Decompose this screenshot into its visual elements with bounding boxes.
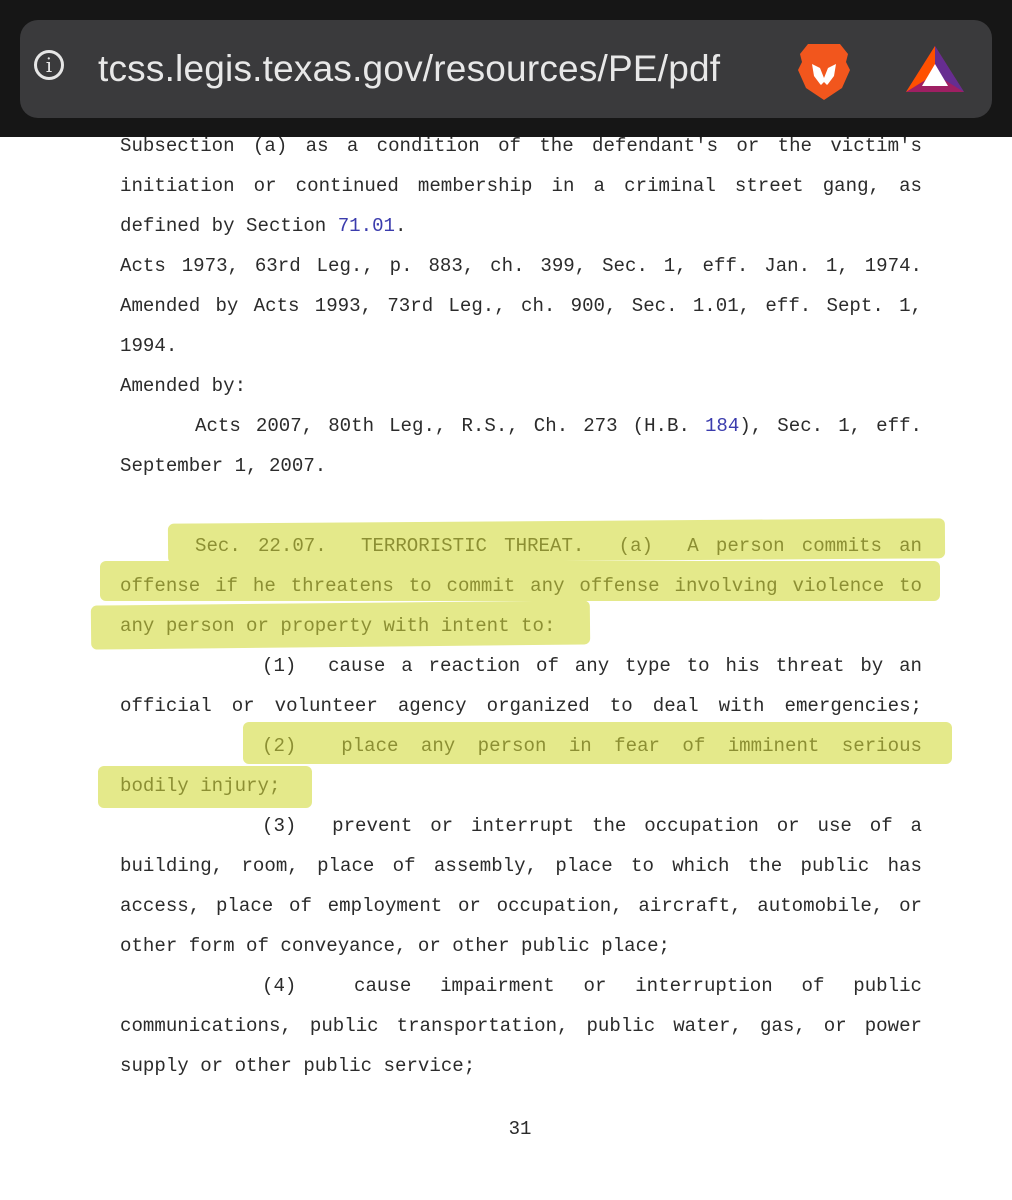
section-71-01-link[interactable]: 71.01 [337, 215, 396, 237]
info-icon[interactable]: i [34, 50, 64, 80]
item-3-line: access, place of employment or occupation, aircraft, automobile, or [120, 895, 922, 917]
item-3-line: building, room, place of assembly, place to which the public has [120, 855, 922, 877]
item-1-line: official or volunteer agency organized to deal with emergencies; [120, 695, 922, 717]
history-line: 1994. [120, 335, 178, 357]
section-line: any person or property with intent to: [120, 615, 556, 637]
amendment-suffix: ), Sec. 1, eff. [739, 415, 922, 437]
amendment-date: September 1, 2007. [120, 455, 327, 477]
history-line: Amended by: [120, 375, 247, 397]
hb-184-link[interactable]: 184 [704, 415, 740, 437]
amendment-line [195, 414, 922, 438]
item-4-line: communications, public transportation, public water, gas, or power [120, 1015, 922, 1037]
defined-by-suffix: . [395, 215, 407, 237]
amendment-text: Acts 2007, 80th Leg., R.S., Ch. 273 (H.B. [195, 415, 705, 437]
item-3-line: other form of conveyance, or other public place; [120, 935, 670, 957]
brave-lion-icon[interactable] [796, 40, 852, 102]
item-2-line: (2) place any person in fear of imminent serious [262, 735, 922, 757]
url-text[interactable]: tcss.legis.texas.gov/resources/PE/pdf [98, 48, 721, 89]
item-1-line: (1) cause a reaction of any type to his threat by an [262, 655, 922, 677]
item-3-line: (3) prevent or interrupt the occupation or use of a [262, 815, 922, 837]
browser-toolbar [0, 0, 1012, 137]
item-4-line: supply or other public service; [120, 1055, 476, 1077]
history-line: Acts 1973, 63rd Leg., p. 883, ch. 399, Sec. 1, eff. Jan. 1, 1974. [120, 255, 922, 277]
history-line: Amended by Acts 1993, 73rd Leg., ch. 900, Sec. 1.01, eff. Sept. 1, [120, 295, 922, 317]
bat-triangle-icon[interactable] [904, 44, 966, 94]
doc-line-defined-by [120, 214, 922, 238]
doc-line: initiation or continued membership in a criminal street gang, as [120, 175, 922, 197]
item-2-line: bodily injury; [120, 775, 281, 797]
page-number: 31 [508, 1118, 532, 1140]
defined-by-text: defined by Section [120, 215, 338, 237]
doc-line: Subsection (a) as a condition of the defendant's or the victim's [120, 135, 922, 157]
section-heading: Sec. 22.07. TERRORISTIC THREAT. (a) A person commits an [195, 535, 922, 557]
item-4-line: (4) cause impairment or interruption of public [262, 975, 922, 997]
section-line: offense if he threatens to commit any offense involving violence to [120, 575, 922, 597]
